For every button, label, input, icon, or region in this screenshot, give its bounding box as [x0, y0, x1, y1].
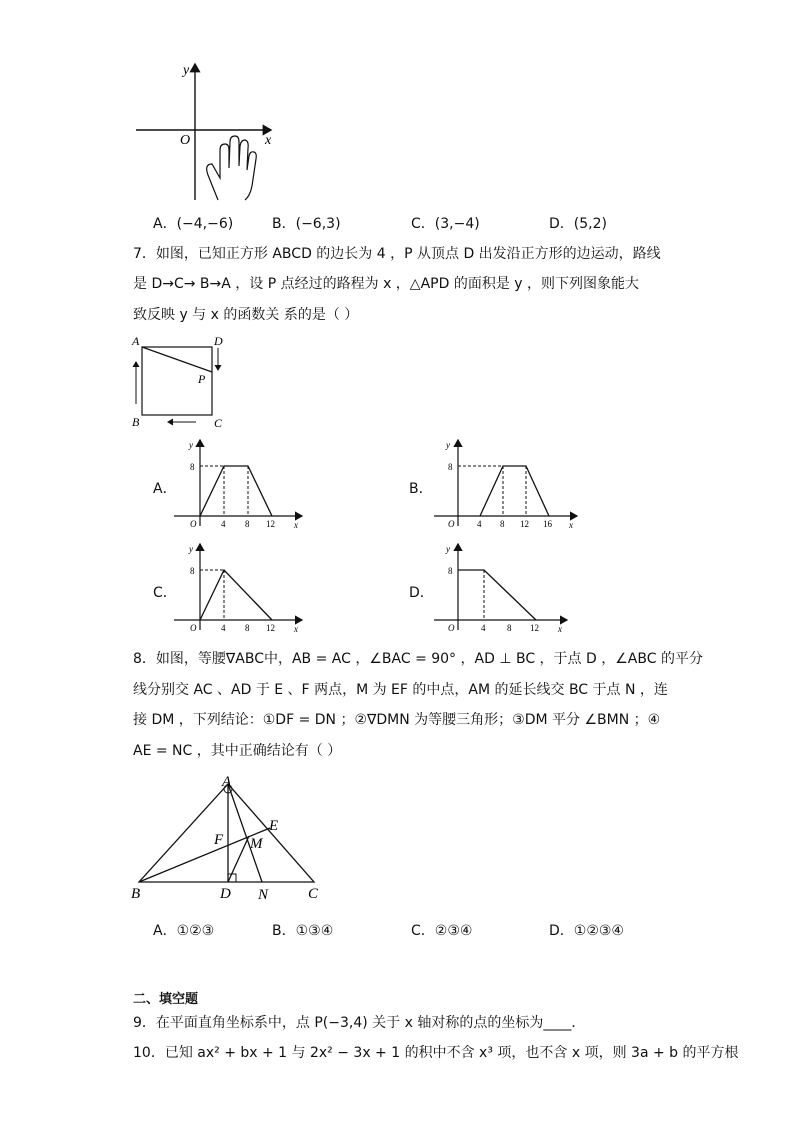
segment-dm: [228, 836, 249, 882]
svg-text:N: N: [258, 887, 269, 902]
segment-ap: [142, 347, 212, 372]
label-d: D: [214, 334, 223, 348]
q7-graph-b: [432, 436, 582, 531]
svg-text:8: 8: [245, 519, 250, 529]
svg-text:D: D: [220, 886, 231, 902]
q7-option-a[interactable]: A．: [153, 481, 177, 497]
q8-line-3: 接 DM ，下列结论：①DF = DN ；②∇DMN 为等腰三角形；③DM 平分 ∠BMN ；④: [133, 712, 661, 728]
svg-text:O: O: [190, 519, 197, 529]
triangle-abc: [139, 784, 314, 882]
q7-option-b[interactable]: B．: [409, 481, 433, 497]
q8-line-4: AE = NC ，其中正确结论有（ ）: [133, 743, 342, 759]
q10-text: 10．已知 ax² + bx + 1 与 2x² − 3x + 1 的积中不含 x³ 项，也不含 x 项，则 3a + b 的平方根: [133, 1045, 739, 1061]
svg-text:A: A: [222, 774, 232, 790]
svg-text:M: M: [250, 836, 263, 852]
svg-text:y: y: [446, 544, 450, 554]
svg-text:4: 4: [481, 623, 486, 633]
q7-line-1: 7．如图，已知正方形 ABCD 的边长为 4 ，P 从顶点 D 出发沿正方形的边运动，路线: [133, 246, 661, 262]
q7-line-3: 致反映 y 与 x 的函数关 系的是（ ）: [133, 307, 359, 323]
q8-option-d[interactable]: D．①②③④: [549, 923, 624, 939]
graph-a-line: [200, 466, 272, 516]
q8-option-a[interactable]: A．①②③: [153, 923, 215, 939]
svg-text:16: 16: [543, 519, 552, 529]
svg-text:12: 12: [266, 623, 275, 633]
q6-option-b[interactable]: B．(−6,3): [272, 216, 341, 232]
q8-line-1: 8．如图，等腰∇ABC中，AB = AC ，∠BAC = 90° ，AD ⊥ BC ，于点 D ，∠ABC 的平分: [133, 651, 703, 667]
q7-option-c[interactable]: C．: [153, 585, 177, 601]
svg-text:8: 8: [245, 623, 250, 633]
section-title-fill-in: 二、填空题: [133, 992, 199, 1007]
label-c: C: [214, 416, 223, 430]
q9-text: 9．在平面直角坐标系中，点 P(−3,4) 关于 x 轴对称的点的坐标为____．: [133, 1015, 586, 1031]
svg-text:F: F: [214, 832, 224, 848]
svg-text:12: 12: [520, 519, 529, 529]
svg-text:E: E: [269, 818, 279, 834]
graph-c-line: [200, 570, 272, 620]
svg-text:4: 4: [477, 519, 482, 529]
svg-text:x: x: [294, 624, 298, 634]
svg-text:B: B: [131, 886, 141, 902]
q8-option-b[interactable]: B．①③④: [272, 923, 334, 939]
q6-x-label: x: [265, 133, 272, 148]
svg-text:O: O: [448, 623, 455, 633]
svg-text:8: 8: [500, 519, 505, 529]
q6-option-a[interactable]: A．(−4,−6): [153, 216, 234, 232]
q7-option-d[interactable]: D．: [409, 585, 434, 601]
q7-graph-a: [172, 436, 307, 531]
label-b: B: [132, 415, 140, 429]
svg-text:y: y: [189, 440, 193, 450]
svg-text:y: y: [189, 544, 193, 554]
svg-text:8: 8: [507, 623, 512, 633]
q7-graph-d: [432, 540, 572, 635]
q7-line-2: 是 D→C→ B→A ，设 P 点经过的路程为 x ，△APD 的面积是 y ，则下列图象能大: [133, 276, 640, 292]
svg-text:8: 8: [448, 566, 453, 576]
svg-text:x: x: [558, 624, 562, 634]
svg-text:4: 4: [221, 623, 226, 633]
q8-triangle-figure: [128, 772, 328, 902]
svg-text:y: y: [446, 440, 450, 450]
q8-option-c[interactable]: C．②③④: [411, 923, 473, 939]
svg-text:12: 12: [266, 519, 275, 529]
q6-option-d[interactable]: D．(5,2): [549, 216, 607, 232]
graph-d-line: [458, 570, 536, 620]
graph-b-line: [480, 466, 549, 516]
hand-icon: [207, 136, 257, 200]
svg-text:4: 4: [221, 519, 226, 529]
q7-square-figure: [128, 332, 233, 432]
svg-text:8: 8: [190, 462, 195, 472]
svg-text:x: x: [569, 520, 573, 530]
svg-text:O: O: [190, 623, 197, 633]
label-p: P: [198, 372, 206, 386]
q6-option-c[interactable]: C．(3,−4): [411, 216, 480, 232]
label-a: A: [132, 334, 140, 348]
q7-graph-c: [172, 540, 307, 635]
svg-text:C: C: [308, 886, 319, 902]
svg-text:8: 8: [448, 462, 453, 472]
q6-origin-label: O: [180, 133, 191, 148]
svg-text:x: x: [294, 520, 298, 530]
svg-text:8: 8: [190, 566, 195, 576]
q6-y-label: y: [183, 63, 190, 78]
svg-text:12: 12: [530, 623, 539, 633]
q6-figure: [128, 60, 278, 205]
q8-line-2: 线分别交 AC 、AD 于 E 、F 两点，M 为 EF 的中点，AM 的延长线交 BC 于点 N ，连: [133, 682, 668, 698]
svg-text:O: O: [448, 519, 455, 529]
